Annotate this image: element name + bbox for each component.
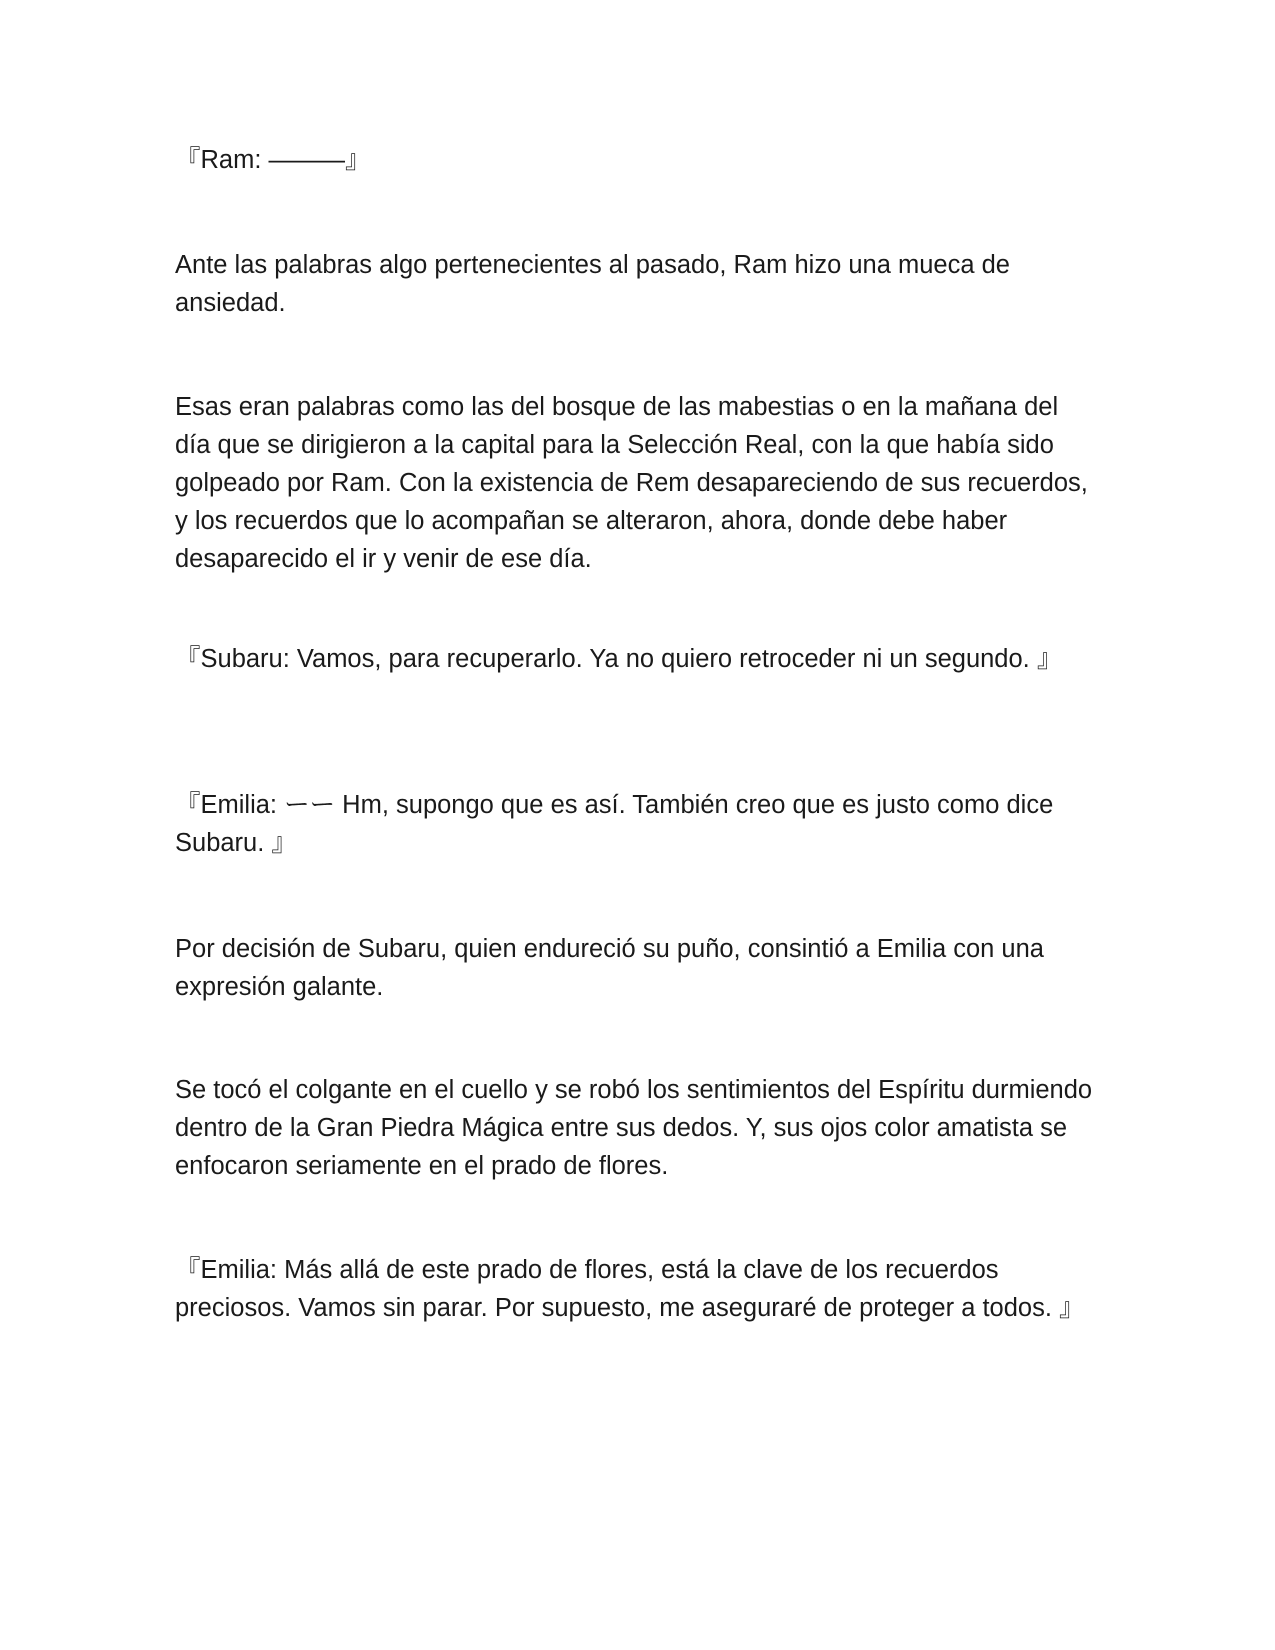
dialogue-emilia: 『Emilia: Más allá de este prado de flores, está la clave de los recuerdos preciosos. Vamos sin parar. Por supuesto, me aseguraré de proteger a todos. 』	[175, 1256, 1085, 1322]
narration-paragraph: Se tocó el colgante en el cuello y se robó los sentimientos del Espíritu durmiendo dentro de la Gran Piedra Mágica entre sus dedos. Y, sus ojos color amatista se enfocaron seriamente en el prado de flores.	[175, 1076, 1093, 1180]
narration-paragraph: Por decisión de Subaru, quien endureció su puño, consintió a Emilia con una expresión galante.	[175, 935, 1044, 1001]
dialogue-ram: 『Ram: ———』	[175, 146, 371, 174]
narration-paragraph: Ante las palabras algo pertenecientes al pasado, Ram hizo una mueca de ansiedad.	[175, 251, 1010, 317]
dialogue-emilia: 『Emilia: ーー Hm, supongo que es así. También creo que es justo como dice Subaru. 』	[175, 791, 1054, 857]
dialogue-subaru: 『Subaru: Vamos, para recuperarlo. Ya no quiero retroceder ni un segundo. 』	[175, 645, 1063, 673]
narration-paragraph: Esas eran palabras como las del bosque de las mabestias o en la mañana del día que se dirigieron a la capital para la Selección Real, con la que había sido golpeado por Ram. Con la existencia de Rem desapareciendo de sus recuerdos, y los recuerdos que lo acompañan se alteraron, ahora, donde debe haber desaparecido el ir y venir de ese día.	[175, 393, 1088, 573]
